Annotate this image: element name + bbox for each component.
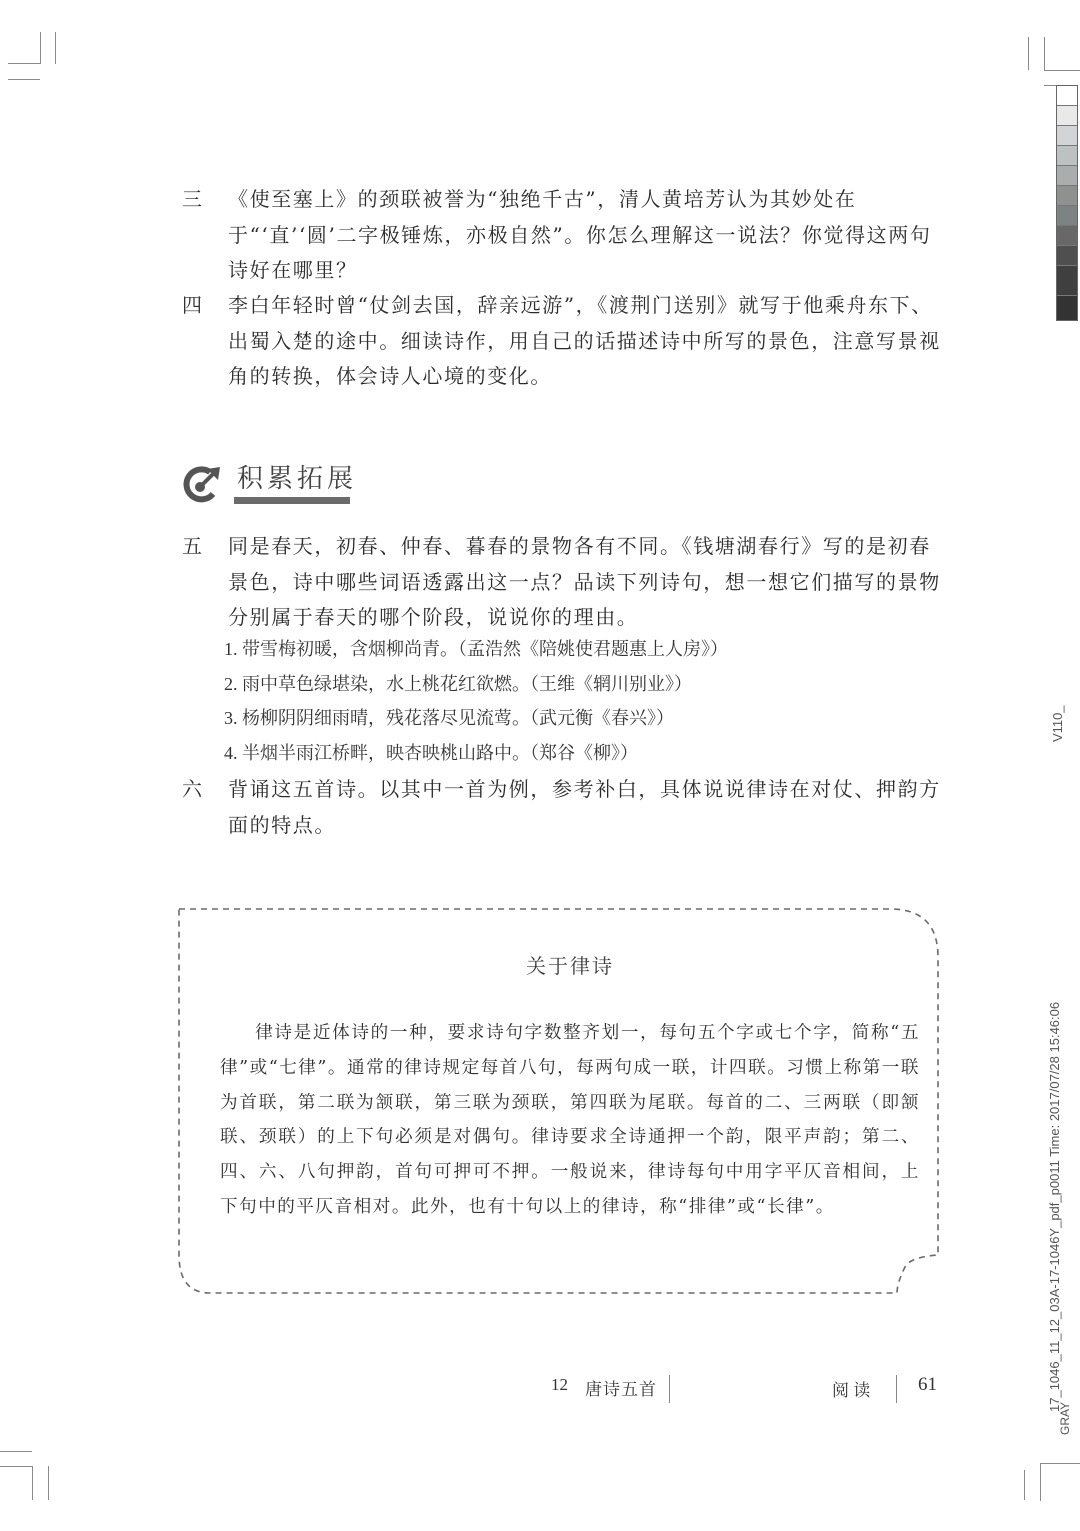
crop-mark-bottom-left xyxy=(32,1466,33,1500)
poem-list xyxy=(224,632,728,770)
footer-separator xyxy=(896,1375,897,1403)
footer-lesson-title: 唐诗五首 xyxy=(585,1380,657,1399)
gray-swatch xyxy=(1057,206,1077,226)
footer-separator xyxy=(669,1375,670,1403)
crop-mark-top-right xyxy=(1044,70,1080,71)
gray-swatch xyxy=(1057,226,1077,246)
crop-mark-top-left xyxy=(40,32,41,64)
crop-mark-bottom-left xyxy=(48,1466,49,1500)
version-label: V110_ xyxy=(1050,705,1065,742)
poem-line: 4. 半烟半雨江桥畔，映杏映桃山路中。（郑谷《柳》） xyxy=(224,742,638,763)
gray-swatch xyxy=(1057,106,1077,126)
question-number: 六 xyxy=(182,777,204,801)
gray-swatch xyxy=(1057,266,1077,296)
footer-unit: 阅 读 xyxy=(832,1381,871,1400)
question-number: 三 xyxy=(182,187,204,211)
crop-mark-top-right xyxy=(1028,37,1029,70)
question-4 xyxy=(182,288,952,395)
poem-line: 3. 杨柳阴阴细雨晴，残花落尽见流莺。（武元衡《春兴》） xyxy=(224,708,674,728)
gray-swatch xyxy=(1057,126,1077,146)
gray-swatch xyxy=(1057,186,1077,206)
question-number: 五 xyxy=(182,534,204,558)
question-text: 同是春天，初春、仲春、暮春的景物各有不同。《钱塘湖春行》写的是初春景色，诗中哪些词语透露出这一点？品读下列诗句，想一想它们描写的景物分别属于春天的哪个阶段，说说你的理由。 xyxy=(228,534,941,629)
poem-line: 2. 雨中草色绿堪染，水上桃花红欲燃。（王维《辋川别业》） xyxy=(224,673,692,694)
gray-swatch xyxy=(1057,166,1077,186)
question-text: 背诵这五首诗。以其中一首为例，参考补白，具体说说律诗在对仗、押韵方面的特点。 xyxy=(228,777,941,837)
gray-swatch xyxy=(1057,86,1077,106)
question-6 xyxy=(182,772,952,843)
gray-label: GRAY xyxy=(1058,1401,1072,1435)
circular-arrow-icon xyxy=(180,463,224,507)
crop-mark-top-right xyxy=(1044,37,1045,70)
page-number: 61 xyxy=(918,1374,937,1395)
section-title: 积累拓展 xyxy=(237,464,358,494)
section-underline xyxy=(234,497,350,504)
crop-mark-top-left xyxy=(8,79,40,80)
question-text: 《使至塞上》的颈联被誉为“独绝千古”，清人黄培芳认为其妙处在于“‘直’‘圆’二字极锤炼，亦极自然”。你怎么理解这一说法？你觉得这两句诗好在哪里？ xyxy=(228,187,932,282)
print-job-info: 17_1046_11_12_03A-17-1046Y_pdf_p0011 Time: 2017/07/28 15:46:06 xyxy=(1047,1001,1062,1412)
crop-mark-bottom-left xyxy=(0,1466,32,1467)
question-5 xyxy=(182,529,952,636)
crop-mark-bottom-left xyxy=(0,1451,32,1452)
gray-swatch xyxy=(1057,246,1077,266)
crop-mark-top-left xyxy=(55,32,56,64)
gray-swatch xyxy=(1057,296,1077,320)
footer-lesson-number: 12 xyxy=(551,1375,568,1394)
question-number: 四 xyxy=(182,293,204,317)
crop-mark-top-left xyxy=(8,63,40,64)
note-title: 关于律诗 xyxy=(526,954,614,978)
question-text: 李白年轻时曾“仗剑去国，辞亲远游”，《渡荆门送别》就写于他乘舟东下、出蜀入楚的途中。细读诗作，用自己的话描述诗中所写的景色，注意写景视角的转换，体会诗人心境的变化。 xyxy=(228,293,941,388)
crop-mark-bottom-right xyxy=(1024,1470,1025,1500)
grayscale-calibration-bar xyxy=(1056,85,1078,321)
question-3 xyxy=(182,182,952,289)
crop-mark-bottom-right xyxy=(1040,1463,1041,1501)
gray-swatch xyxy=(1057,146,1077,166)
crop-mark-bottom-right xyxy=(1040,1463,1080,1464)
note-body: 律诗是近体诗的一种，要求诗句字数整齐划一，每句五个字或七个字，简称“五律”或“七律”。通常的律诗规定每首八句，每两句成一联，计四联。习惯上称第一联为首联，第二联为颔联，第三联为颈联，第四联为尾联。每首的二、三两联（即颔联、颈联）的上下句必须是对偶句。律诗要求全诗通押一个韵，限平声韵；第二、四、六、八句押韵，首句可押可不押。一般说来，律诗每句中用字平仄音相间，上下句中的平仄音相对。此外，也有十句以上的律诗，称“排律”或“长律”。 xyxy=(220,1023,920,1217)
poem-line: 1. 带雪梅初暖，含烟柳尚青。（孟浩然《陪姚使君题惠上人房》） xyxy=(224,639,728,659)
